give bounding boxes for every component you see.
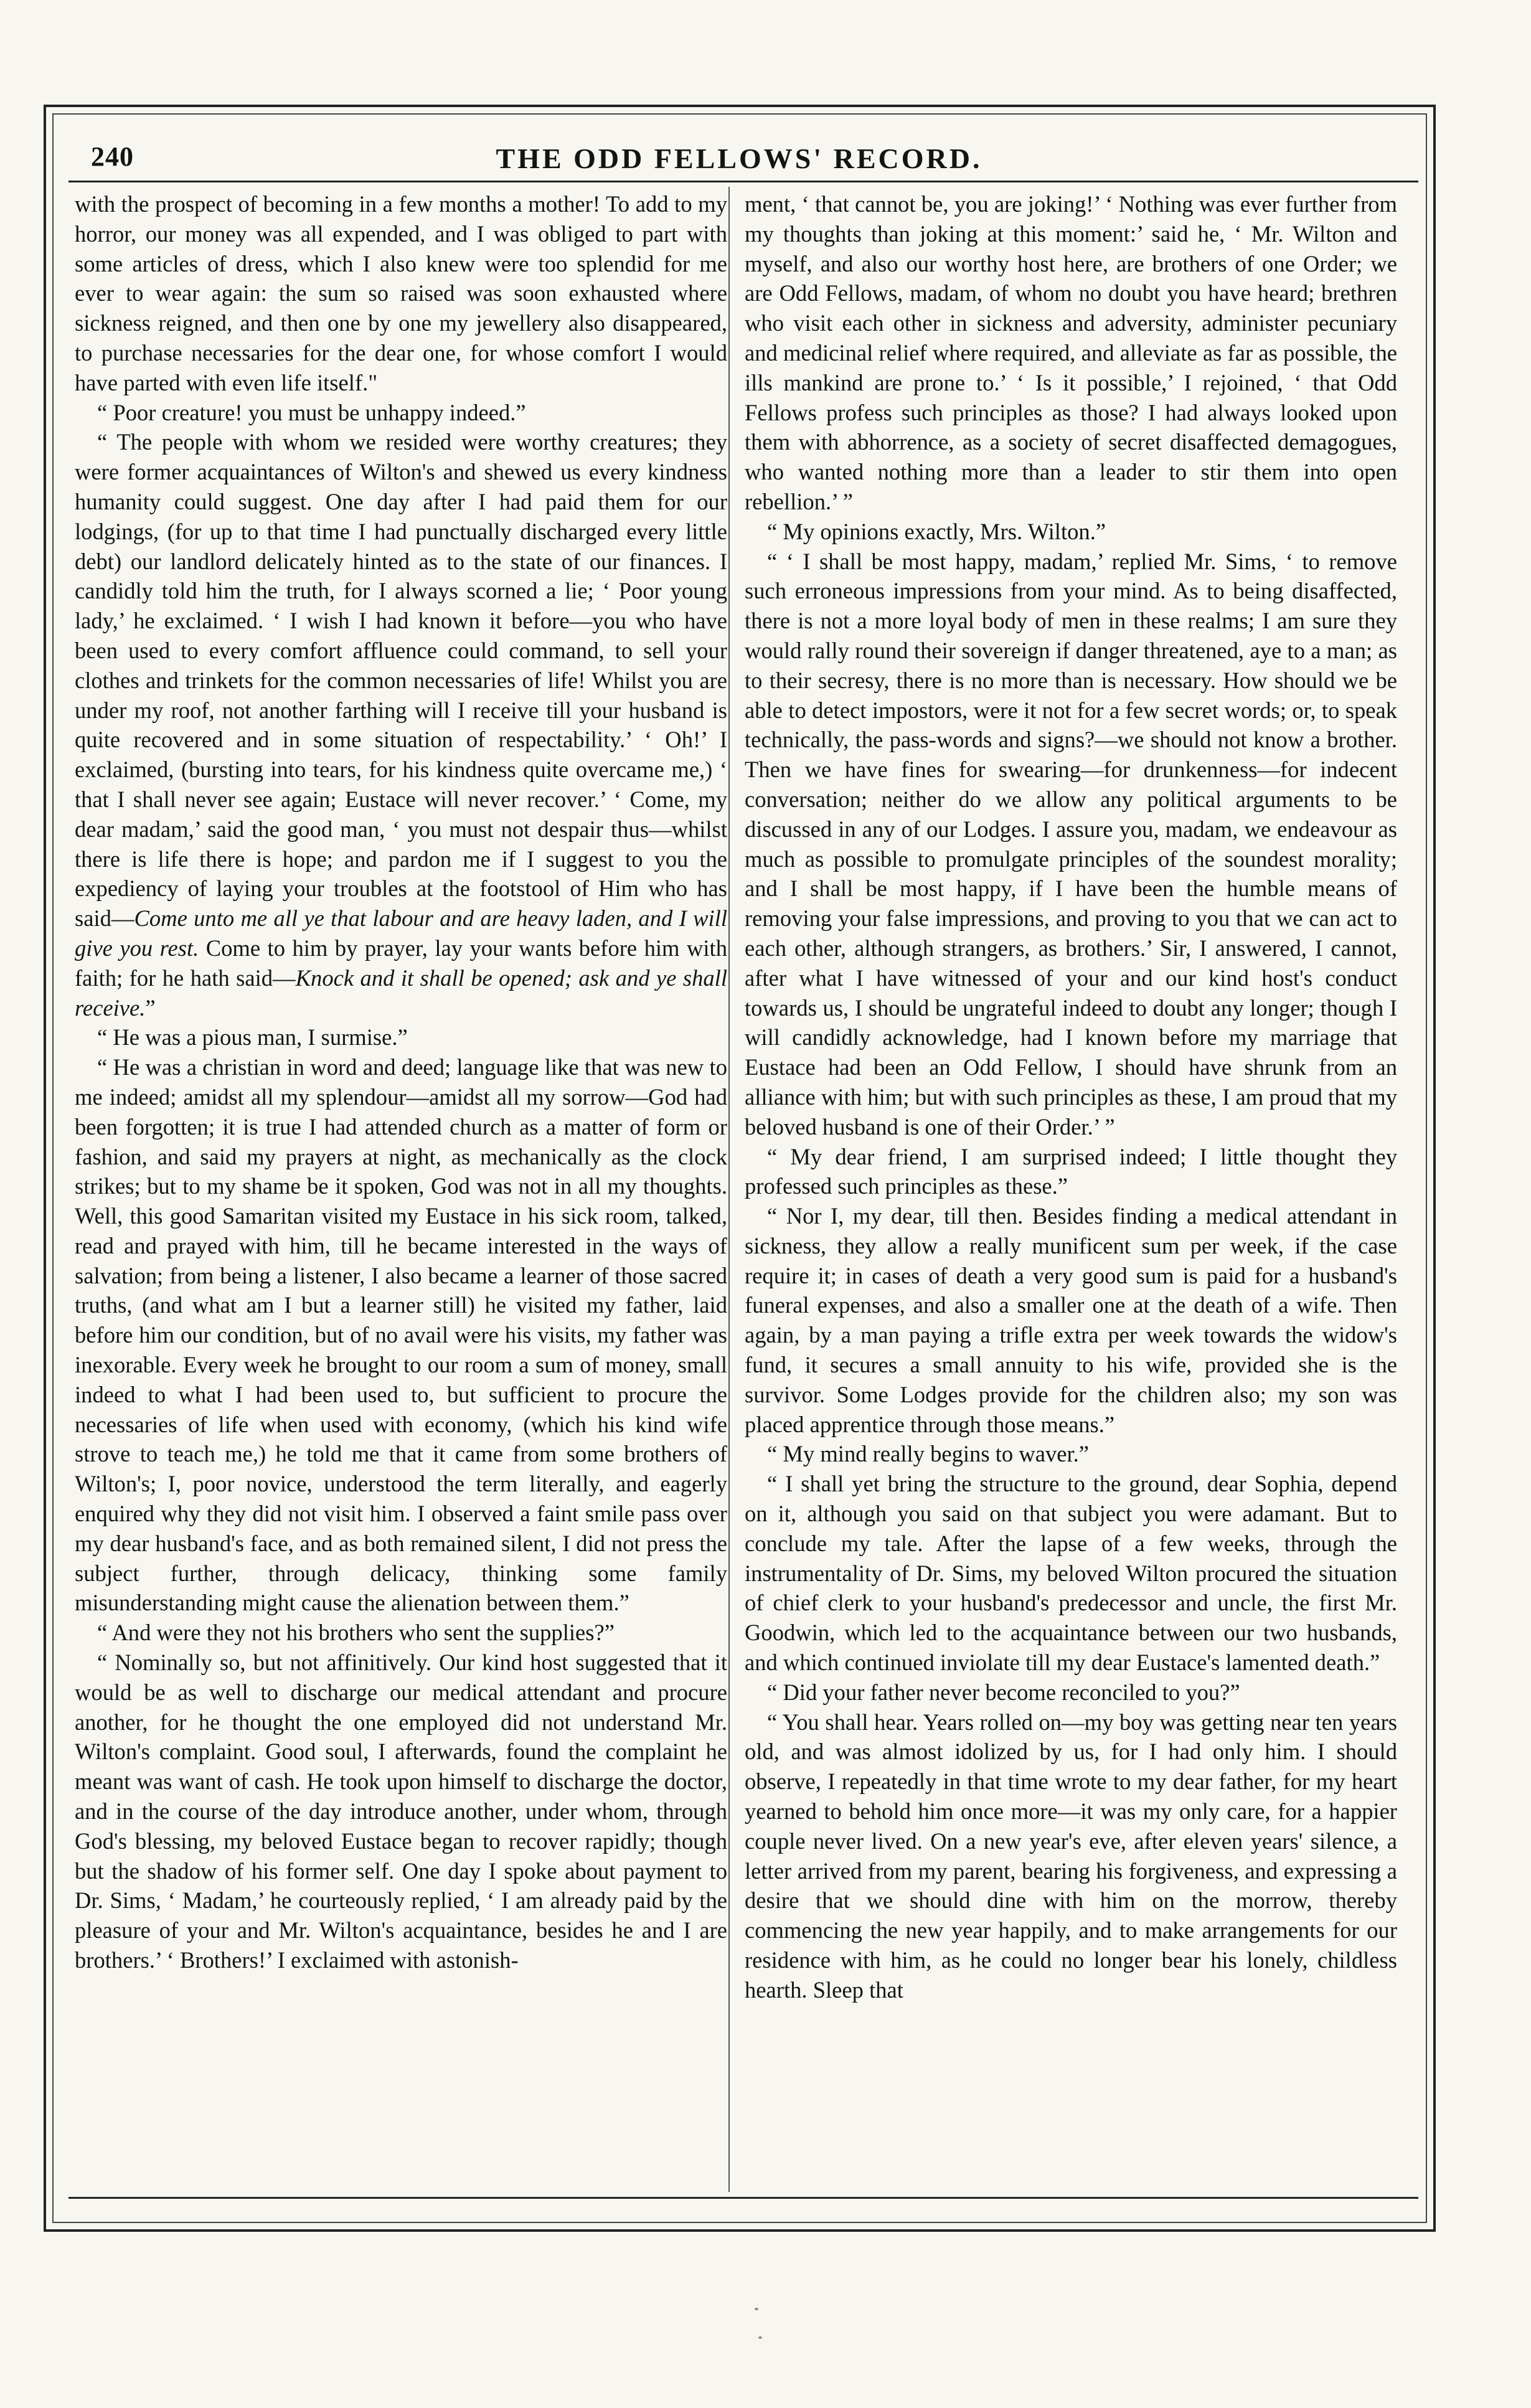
paragraph: “ I shall yet bring the structure to the ground, dear Sophia, depend on it, although you said on that subject you were adamant. But to conclude my tale. After the lapse of a few weeks, through the instrumentality of Dr. Sims, my beloved Wilton procured the situation of chief clerk to your husband's predecessor and uncle, the first Mr. Goodwin, which led to the acquaintance between our two husbands, and which continued inviolate till my dear Eustace's lamented death.” [745,1471,1397,1676]
paragraph [75,427,727,1022]
running-title: THE ODD FELLOWS' RECORD. [496,142,982,174]
paragraph: “ And were they not his brothers who sent the supplies?” [97,1620,615,1646]
paragraph-text: “ The people with whom we resided were worthy creatures; they were former acquaintances of Wilton's and shewed us every kindness humanity could suggest. One day after I had paid them for our lodgings, (for up to that time I had punctually discharged every little debt) our landlord delicately hinted as to the state of our finances. I candidly told him the truth, for I always scorned a lie; ‘ Poor young lady,’ he exclaimed. ‘ I wish I had known it before—you who have been used to every comfort affluence could command, to sell your clothes and trinkets for the common necessaries of life! Whilst you are under my roof, not another farthing will I receive till your husband is quite recovered and in some situation of respectability.’ ‘ Oh!’ I exclaimed, (bursting into tears, for his kindness quite overcame me,) ‘ that I shall never see again; Eustace will never recover.’ ‘ Come, my dear madam,’ said the good man, ‘ you must not despair thus—whilst there is life there is hope; and pardon me if I suggest to you the expediency of laying your troubles at the footstool of Him who has said— [75,429,727,932]
page-header [54,138,1425,178]
paragraph: “ My dear friend, I am surprised indeed; I little thought they professed such principles as these.” [745,1143,1397,1199]
paragraph: “ He was a christian in word and deed; language like that was new to me indeed; amidst all my splendour—amidst all my sorrow—God had been forgotten; it is true I had attended church as a matter of form or fashion, and said my prayers at night, as mechanically as the clock strikes; but to my shame be it spoken, God was not in all my thoughts. Well, this good Samaritan visited my Eustace in his sick room, talked, read and prayed with him, till he became interested in the ways of salvation; from being a listener, I also became a learner of those sacred truths, (and what am I but a learner still) he visited my father, laid before him our condition, but of no avail were his visits, my father was inexorable. Every week he brought to our room a sum of money, small indeed to what I had been used to, but sufficient to procure the necessaries of life when used with economy, (which his kind wife strove to teach me,) he told me that it came from some brothers of Wilton's; I, poor novice, understood the term literally, and eagerly enquired why they did not visit him. I observed a faint smile pass over my dear husband's face, and as both remained silent, I did not press the subject further, through delicacy, thinking some family misunderstanding might cause the alienation between them.” [75,1054,727,1616]
page-number: 240 [91,141,134,172]
paper-speck [758,2336,762,2339]
scripture-quote: Knock and it shall be opened; ask and ye shall receive. [75,965,727,1021]
paragraph: “ ‘ I shall be most happy, madam,’ replied Mr. Sims, ‘ to remove such erroneous impressions from your mind. As to being disaffected, there is not a more loyal body of men in these realms; I am sure they would rally round their sovereign if danger threatened, aye to a man; as to their secresy, there is no more than is necessary. How should we be able to detect impostors, were it not for a few secret words; or, to speak technically, the pass-words and signs?—we should not know a brother. Then we have fines for swearing—for drunkenness—for indecent conversation; neither do we allow any political arguments to be discussed in any of our Lodges. I assure you, madam, we endeavour as much as possible to promulgate principles of the soundest morality; and I shall be most happy, if I have been the humble means of removing your false impressions, and proving to you that we can act to each other, although strangers, as brothers.’ Sir, I answered, I cannot, after what I have witnessed of your and our kind host's conduct towards us, I should be ungrateful indeed to doubt any longer; though I will candidly acknowledge, had I known before my marriage that Eustace had been an Odd Fellow, I should have shrunk from an alliance with him; but with such principles as these, I am proud that my beloved husband is one of their Order.’ ” [745,548,1397,1140]
paragraph: “ Did your father never become reconciled to you?” [767,1679,1240,1705]
paragraph: “ My mind really begins to waver.” [767,1441,1090,1467]
paragraph: “ My opinions exactly, Mrs. Wilton.” [767,518,1106,544]
column-divider [728,187,730,2192]
left-column [75,189,727,2191]
scripture-quote: Come unto me all ye that labour and are heavy laden, and I will give you rest. [75,905,727,961]
paper-speck [755,2308,758,2310]
paragraph-text: Come to him by prayer, lay your wants before him with faith; for he hath said— [75,935,727,991]
paragraph: ment, ‘ that cannot be, you are joking!’ ‘ Nothing was ever further from my thoughts than joking at this moment:’ said he, ‘ Mr. Wilton and myself, and also our worthy host here, are brothers of one Order; we are Odd Fellows, madam, of whom no doubt you have heard; brethren who visit each other in sickness and adversity, administer pecuniary and medicinal relief where required, and alleviate as far as possible, the ills mankind are prone to.’ ‘ Is it possible,’ I rejoined, ‘ that Odd Fellows profess such principles as those? I had always looked upon them with abhorrence, as a society of secret disaffected demagogues, who wanted nothing more than a leader to stir them into open rebellion.’ ” [745,191,1397,514]
paragraph: with the prospect of becoming in a few months a mother! To add to my horror, our money was all expended, and I was obliged to part with some articles of dress, which I also knew were too splendid for me ever to wear again: the sum so raised was soon exhausted where sickness reigned, and then one by one my jewellery also disappeared, to purchase necessaries for the dear one, for whose comfort I would have parted with even life itself." [75,191,727,395]
paragraph: “ You shall hear. Years rolled on—my boy was getting near ten years old, and was almost idolized by us, for I had only him. I should observe, I repeatedly in that time wrote to my dear father, for my heart yearned to behold him once more—it was my only care, for a happier couple never lived. On a new year's eve, after eleven years' silence, a letter arrived from my parent, bearing his forgiveness, and expressing a desire that we should dine with him on the morrow, thereby commencing the new year happily, and to make arrangements for our residence with him, as he could no longer bear his lonely, childless hearth. Sleep that [745,1709,1397,2003]
paragraph-text: ” [145,994,156,1021]
header-rule [68,181,1418,182]
footer-rule [68,2197,1418,2199]
paragraph: “ Nor I, my dear, till then. Besides finding a medical attendant in sickness, they allow a really munificent sum per week, if the case require it; in cases of death a very good sum is paid for a husband's funeral expenses, and also a smaller one at the death of a wife. Then again, by a man paying a trifle extra per week towards the widow's fund, it secures a small annuity to his wife, provided she is the survivor. Some Lodges provide for the children also; my son was placed apprentice through those means.” [745,1203,1397,1437]
paragraph: “ Nominally so, but not affinitively. Our kind host suggested that it would be as well to discharge our medical attendant and procure another, for he thought the one employed did not understand Mr. Wilton's complaint. Good soul, I afterwards, found the complaint he meant was want of cash. He took upon himself to discharge the doctor, and in the course of the day introduce another, under whom, through God's blessing, my beloved Eustace began to recover rapidly; though but the shadow of his former self. One day I spoke about payment to Dr. Sims, ‘ Madam,’ he courteously replied, ‘ I am already paid by the pleasure of your and Mr. Wilton's acquaintance, besides he and I are brothers.’ ‘ Brothers!’ I exclaimed with astonish- [75,1650,727,1973]
paragraph: “ He was a pious man, I surmise.” [97,1024,408,1051]
paragraph: “ Poor creature! you must be unhappy indeed.” [97,399,526,425]
right-column [745,189,1397,2191]
